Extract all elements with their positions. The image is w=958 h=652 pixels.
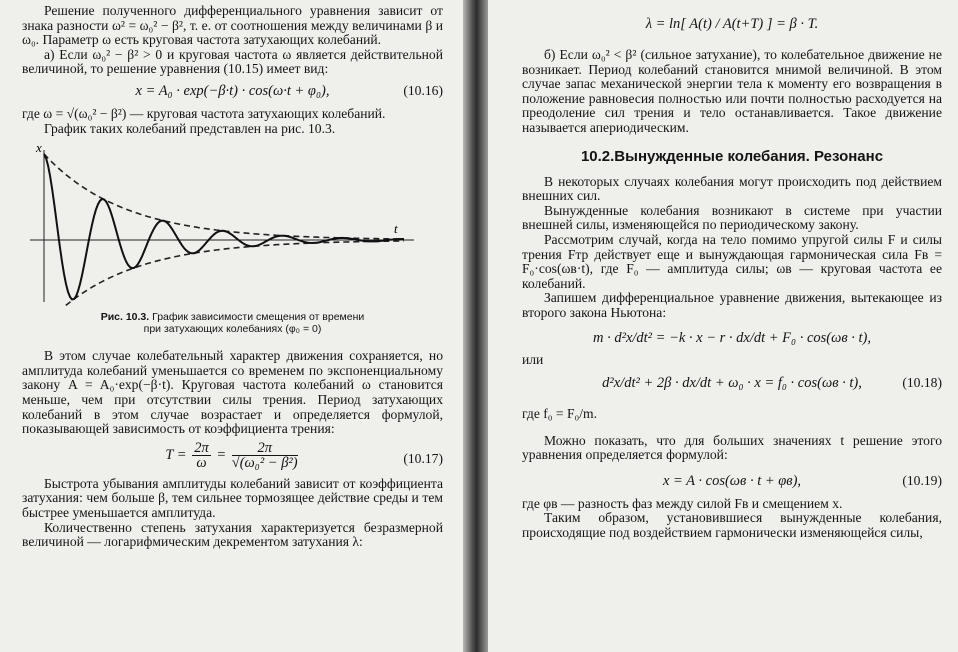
paragraph: Таким образом, установившиеся вынужденные колебания, происходящие под воздействием гармонически изменяющейся силы, [522, 510, 942, 541]
equation-body: d²x/dt² + 2β · dx/dt + ω₀ · x = f₀ · cos(ωв · t), [602, 375, 862, 392]
numerator: 2π [232, 441, 298, 456]
equation-number: (10.17) [403, 450, 443, 466]
paragraph: или [522, 351, 544, 367]
equation-10-16 [22, 77, 443, 107]
paragraph: Вынужденные колебания возникают в системе при участии внешней силы, изменяющейся по периодическому закону. [522, 202, 942, 233]
denominator: ω [196, 454, 207, 471]
numerator: 2π [194, 439, 209, 456]
caption-text-line2: при затухающих колебаниях (φ₀ = 0) [143, 323, 322, 336]
damped-oscillation-graph [22, 138, 442, 306]
paragraph: где φв — разность фаз между силой Fв и смещением x. [522, 495, 843, 511]
paragraph: Быстрота убывания амплитуды колебаний зависит от коэффициента затухания: чем больше β, тем сильнее тормозящее действие среды и тем быстрее уменьшается амплитуда. [22, 475, 443, 520]
equation-body [22, 441, 443, 470]
paragraph: б) Если ω₀² < β² (сильное затухание), то колебательное движение не возникает. Период колебаний становится мнимой величиной. В этом случае запас механической энергии тела к моменту его возвращения в положение равновесия полностью или почти полностью расходуется на преодоление сил трения и тело останавливается. Такое движение называется апериодическим. [522, 47, 942, 135]
equation-number: (10.18) [902, 375, 942, 391]
equation-10-18 [522, 367, 942, 401]
paragraph: Решение полученного дифференциального уравнения зависит от знака разности ω² = ω₀² − β², т. е. от соотношения между величинами β и ω₀. Параметр ω есть круговая частота затухающих колебаний. [22, 3, 443, 48]
figure-caption [22, 311, 443, 335]
caption-text: График зависимости смещения от времени [149, 311, 365, 324]
paragraph: Можно показать, что для больших значениях t решение этого уравнения определяется формулой: [522, 432, 942, 463]
equation-10-19 [522, 463, 942, 497]
right-page [488, 0, 958, 652]
book-spine-gutter [463, 0, 488, 652]
lower-envelope-curve [44, 241, 404, 306]
paragraph: В некоторых случаях колебания могут происходить под действием внешних сил. [522, 173, 942, 204]
equation-body: x = A · cos(ωв · t + φв), [662, 472, 802, 489]
left-page [0, 0, 463, 652]
equation-body: m · d²x/dt² = −k · x − r · dx/dt + F₀ · cos(ωв · t), [593, 329, 871, 346]
fraction [232, 441, 298, 470]
paragraph: Запишем дифференциальное уравнение движения, вытекающее из второго закона Ньютона: [522, 290, 942, 320]
equation-body: x = A₀ · exp(−β·t) · cos(ω·t + φ₀), [135, 82, 330, 99]
paragraph: где ω = √(ω₀² − β²) — круговая частота затухающих колебаний. [22, 105, 386, 121]
y-axis-label: x [36, 140, 42, 156]
paragraph: В этом случае колебательный характер движения сохраняется, но амплитуда колебаний уменьшается со временем по экспоненциальному закону A = A₀·exp(−β·t). Круговая частота колебаний ω становится меньше, чем при отсутствии силы трения. Период затухающих колебаний в этом случае возрастает и определяется формулой, показывающей зависимость от коэффициента трения: [22, 348, 443, 437]
paragraph: где f₀ = F₀/m. [522, 406, 598, 422]
x-axis-label: t [394, 221, 398, 237]
paragraph: График таких колебаний представлен на рис. 10.3. [44, 120, 336, 136]
equation-10-17 [22, 437, 443, 477]
fraction [192, 441, 211, 470]
paragraph: а) Если ω₀² − β² > 0 и круговая частота ω является действительной величиной, то решение уравнения (10.15) имеет вид: [22, 46, 443, 77]
equation-number: (10.19) [902, 472, 942, 488]
oscillation-curve [44, 154, 404, 299]
equation-motion [522, 321, 942, 353]
caption-label: Рис. 10.3. [100, 311, 150, 324]
upper-envelope-curve [44, 154, 404, 239]
eq-lhs: T = [165, 446, 187, 463]
paragraph: Количественно степень затухания характеризуется безразмерной величиной — логарифмическим декрементом затухания λ: [22, 519, 443, 550]
equation-log-decrement [522, 4, 942, 44]
paragraph: Рассмотрим случай, когда на тело помимо упругой силы F и силы трения Fтр действует еще и вынуждающая гармоническая сила Fв = F₀·cos(ωв·t), где F₀ — амплитуда силы; ωв — круговая частота ее колебаний. [522, 231, 942, 291]
eq-sign: = [216, 446, 227, 463]
denominator: √(ω₀² − β²) [231, 454, 298, 471]
figure-10-3 [22, 138, 443, 335]
equation-number: (10.16) [403, 82, 443, 98]
equation-body: λ = ln[ A(t) / A(t+T) ] = β · T. [645, 16, 819, 32]
section-heading: 10.2.Вынужденные колебания. Резонанс [580, 147, 884, 165]
